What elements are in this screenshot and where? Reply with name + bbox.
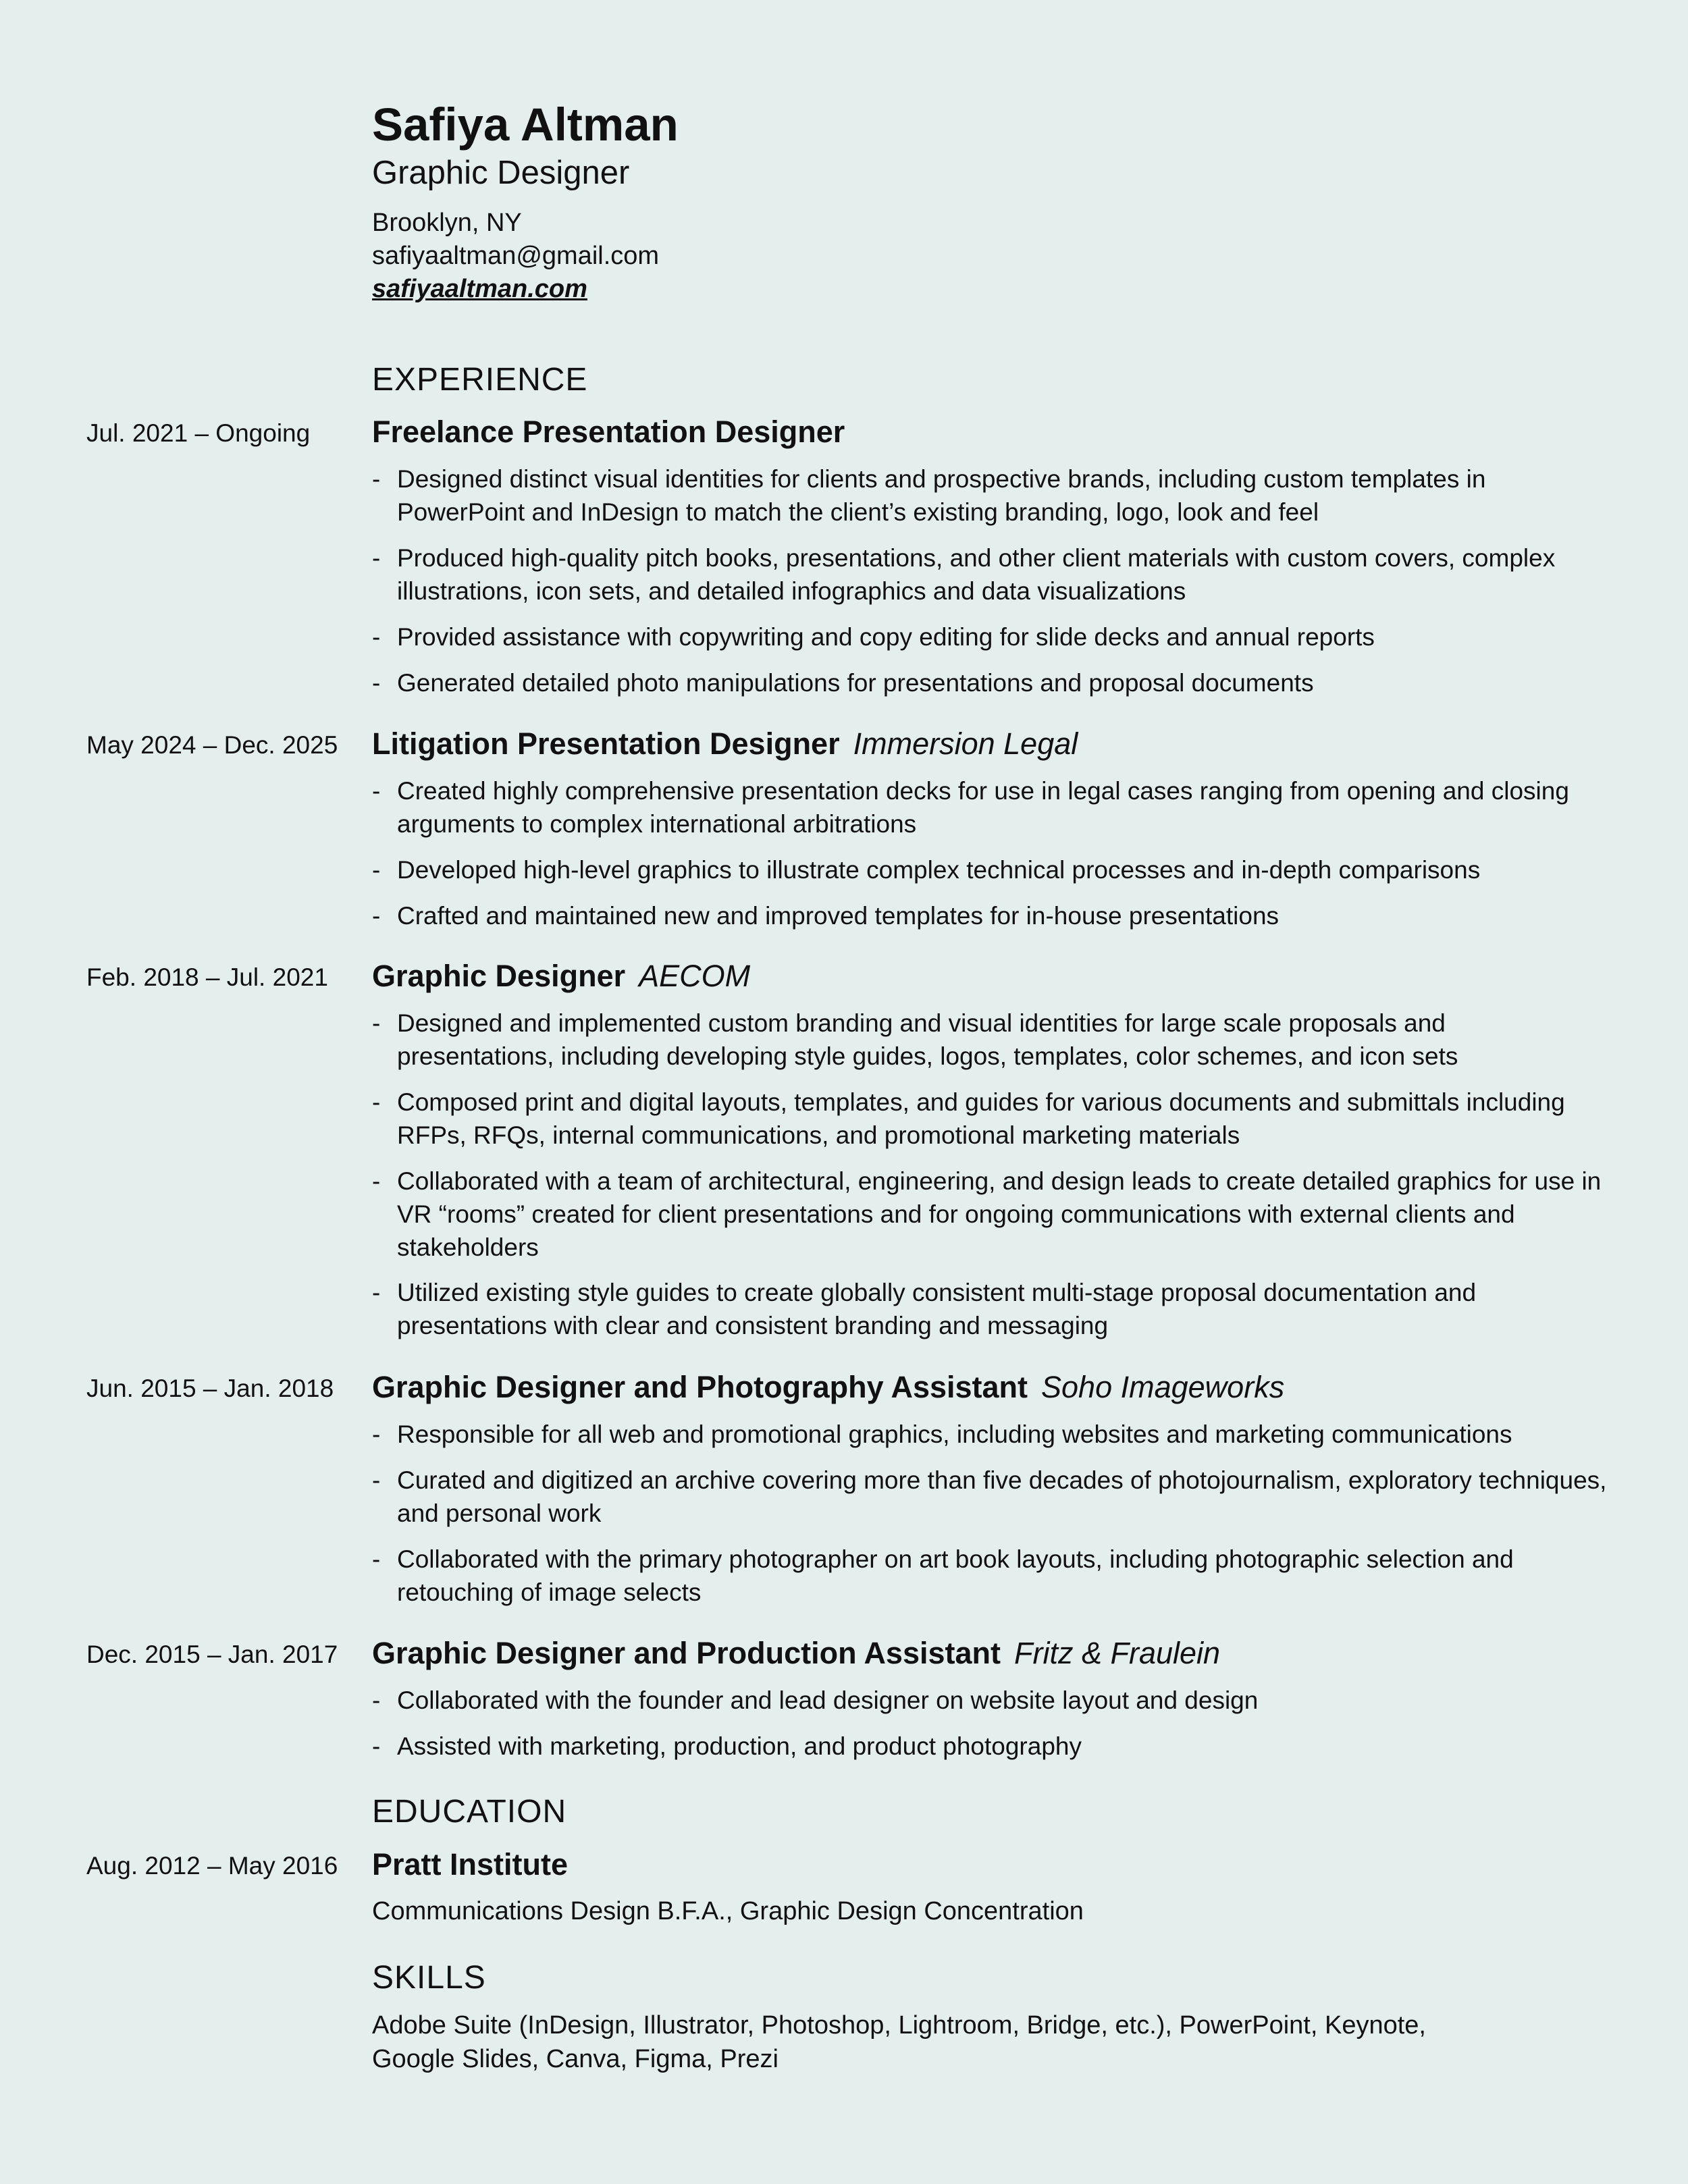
- job-heading: [372, 412, 845, 452]
- section-heading-skills: SKILLS: [372, 1960, 486, 1996]
- job-bullet: - Designed distinct visual identities for clients and prospective brands, including custom templates in PowerPoint and InDesign to match the client’s existing branding, logo, look and feel: [372, 465, 1486, 526]
- job-bullet: - Crafted and maintained new and improved templates for in-house presentations: [372, 902, 1280, 930]
- skills-line: Google Slides, Canva, Figma, Prezi: [372, 2045, 779, 2073]
- job-heading: [372, 1367, 1284, 1408]
- job-bullet: - Provided assistance with copywriting and copy editing for slide decks and annual reports: [372, 623, 1375, 651]
- education-heading: [372, 1844, 568, 1885]
- degree: Communications Design B.F.A., Graphic Design Concentration: [372, 1897, 1084, 1925]
- job-role: Graphic Designer and Photography Assistant: [372, 1370, 1028, 1404]
- location: Brooklyn, NY: [372, 209, 522, 237]
- education-dates: Aug. 2012 – May 2016: [86, 1852, 338, 1880]
- job-role: Graphic Designer and Production Assistant: [372, 1636, 1001, 1670]
- job-bullet: - Curated and digitized an archive covering more than five decades of photojournalism, exploratory techniques, and personal work: [372, 1466, 1607, 1527]
- job-bullet: - Collaborated with the founder and lead designer on website layout and design: [372, 1686, 1259, 1714]
- job-dates: Jul. 2021 – Ongoing: [86, 419, 311, 447]
- job-role: Graphic Designer: [372, 959, 626, 993]
- person-title: Graphic Designer: [372, 155, 630, 191]
- job-bullet: - Responsible for all web and promotional graphics, including websites and marketing communications: [372, 1420, 1512, 1448]
- job-dates: May 2024 – Dec. 2025: [86, 731, 338, 759]
- job-role: Freelance Presentation Designer: [372, 415, 845, 449]
- job-bullet: - Designed and implemented custom branding and visual identities for large scale proposals and presentations, including developing style guides, logos, templates, color schemes, and icon sets: [372, 1009, 1458, 1070]
- job-bullet: - Created highly comprehensive presentation decks for use in legal cases ranging from opening and closing arguments to complex international arbitrations: [372, 777, 1569, 838]
- job-bullet: - Collaborated with the primary photographer on art book layouts, including photographic selection and retouching of image selects: [372, 1545, 1514, 1606]
- person-name: Safiya Altman: [372, 99, 679, 151]
- job-bullet: - Utilized existing style guides to create globally consistent multi-stage proposal documentation and presentations with clear and consistent branding and messaging: [372, 1279, 1477, 1339]
- email: safiyaaltman@gmail.com: [372, 242, 660, 270]
- job-bullet: - Generated detailed photo manipulations for presentations and proposal documents: [372, 669, 1314, 697]
- job-company: AECOM: [639, 959, 751, 993]
- job-bullet: - Developed high-level graphics to illustrate complex technical processes and in-depth comparisons: [372, 856, 1481, 884]
- job-bullet: - Collaborated with a team of architectural, engineering, and design leads to create detailed graphics for use in VR “rooms” created for client presentations and for ongoing communications with external clients and stakeholders: [372, 1167, 1602, 1261]
- job-dates: Feb. 2018 – Jul. 2021: [86, 963, 328, 991]
- job-company: Fritz & Fraulein: [1014, 1636, 1221, 1670]
- section-heading-education: EDUCATION: [372, 1794, 567, 1830]
- job-company: Soho Imageworks: [1041, 1370, 1285, 1404]
- job-dates: Jun. 2015 – Jan. 2018: [86, 1375, 334, 1402]
- job-heading: [372, 956, 750, 996]
- job-heading: [372, 724, 1078, 764]
- job-role: Litigation Presentation Designer: [372, 726, 840, 761]
- section-heading-experience: EXPERIENCE: [372, 362, 588, 398]
- job-bullet: - Composed print and digital layouts, templates, and guides for various documents and submittals including RFPs, RFQs, internal communications, and promotional marketing materials: [372, 1088, 1565, 1149]
- school-name: Pratt Institute: [372, 1847, 569, 1882]
- website-link[interactable]: safiyaaltman.com: [372, 275, 587, 303]
- job-bullet: - Assisted with marketing, production, and product photography: [372, 1732, 1082, 1760]
- job-company: Immersion Legal: [853, 726, 1078, 761]
- job-dates: Dec. 2015 – Jan. 2017: [86, 1641, 338, 1668]
- skills-line: Adobe Suite (InDesign, Illustrator, Photoshop, Lightroom, Bridge, etc.), PowerPoint, Keynote,: [372, 2011, 1426, 2040]
- job-heading: [372, 1633, 1220, 1674]
- job-bullet: - Produced high-quality pitch books, presentations, and other client materials with custom covers, complex illustrations, icon sets, and detailed infographics and data visualizations: [372, 544, 1556, 605]
